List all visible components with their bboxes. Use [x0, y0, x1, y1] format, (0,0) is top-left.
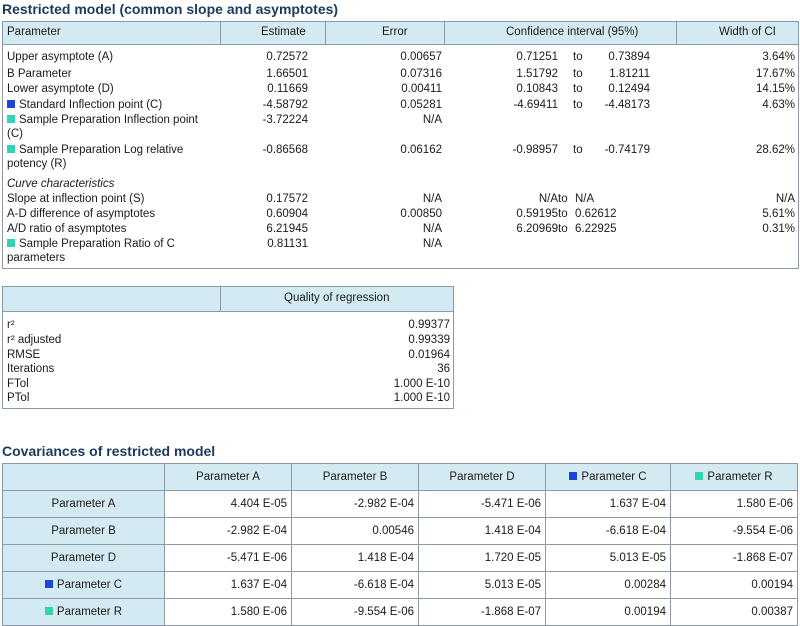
ci-high-cell: -4.48173 [604, 99, 650, 111]
column-header [546, 464, 671, 491]
covariance-cell: 5.013 E-05 [546, 545, 671, 572]
ci-low-cell: -4.69411 [513, 99, 558, 111]
covariance-cell: 4.404 E-05 [165, 491, 292, 518]
covariance-cell: 5.013 E-05 [419, 572, 546, 599]
width-cell: 5.61% [762, 208, 795, 220]
table-header [3, 287, 453, 312]
header-divider [325, 22, 326, 44]
header-divider [220, 22, 221, 44]
ci-low-cell: -0.98957 [512, 144, 558, 156]
metric-value: 36 [437, 363, 450, 375]
metric-value: 0.01964 [408, 349, 450, 361]
ci-to: to [558, 223, 568, 235]
sample-marker-icon [7, 115, 15, 123]
row-label [7, 98, 162, 112]
ci-to: to [573, 99, 583, 111]
row-label-continued: potency (R) [7, 158, 67, 170]
ci-high-cell: 6.22925 [575, 223, 617, 235]
standard-marker-icon [45, 580, 53, 588]
row-header [3, 599, 165, 626]
metric-value: 0.99339 [408, 334, 450, 346]
covariance-cell: 1.418 E-04 [419, 518, 546, 545]
table-row [3, 545, 798, 572]
width-cell: 3.64% [762, 51, 795, 63]
covariance-cell: 1.720 E-05 [419, 545, 546, 572]
estimate-cell: -4.58792 [262, 99, 308, 111]
covariance-cell: -9.554 E-06 [292, 599, 419, 626]
row-header: Parameter B [3, 518, 165, 545]
covariance-cell: 1.637 E-04 [546, 491, 671, 518]
header-quality: Quality of regression [284, 292, 390, 304]
covariance-cell: 1.418 E-04 [292, 545, 419, 572]
row-header-text: Parameter R [56, 606, 123, 618]
error-cell: 0.06162 [400, 144, 442, 156]
ci-high-cell: 0.12494 [608, 83, 650, 95]
row-header-text: Parameter C [56, 579, 123, 591]
row-label: A/D ratio of asymptotes [7, 223, 127, 235]
estimate-cell: 0.72572 [266, 51, 308, 63]
error-cell: 0.00850 [400, 208, 442, 220]
ci-high-cell: 0.62612 [575, 208, 617, 220]
restricted-model-table [2, 21, 799, 269]
header-divider [444, 22, 445, 44]
row-label-continued: parameters [7, 252, 66, 264]
metric-label: RMSE [7, 349, 41, 361]
error-cell: N/A [422, 193, 442, 205]
table-row [3, 599, 798, 626]
row-label-text: Sample Preparation Ratio of C [19, 238, 175, 250]
covariance-cell: -6.618 E-04 [292, 572, 419, 599]
table-header-row [3, 464, 798, 491]
column-header-text: Parameter C [581, 471, 647, 483]
ci-low-cell: 0.71251 [516, 51, 558, 63]
column-header [671, 464, 798, 491]
metric-value: 1.000 E-10 [393, 392, 450, 404]
row-header: Parameter A [3, 491, 165, 518]
metric-label: FTol [7, 378, 29, 390]
estimate-cell: 0.11669 [267, 83, 308, 95]
row-label: Upper asymptote (A) [7, 51, 114, 63]
header-parameter: Parameter [7, 26, 61, 38]
error-cell: 0.05281 [400, 99, 442, 111]
width-cell: N/A [775, 193, 795, 205]
error-cell: 0.00411 [401, 83, 442, 95]
sample-marker-icon [7, 239, 15, 247]
column-header-text: Parameter R [707, 471, 773, 483]
corner-cell [3, 464, 165, 491]
width-cell: 0.31% [762, 223, 795, 235]
error-cell: 0.07316 [400, 68, 442, 80]
ci-to: to [558, 193, 568, 205]
estimate-cell: 1.66501 [266, 68, 308, 80]
ci-to: to [573, 51, 583, 63]
error-cell: N/A [422, 114, 442, 126]
covariance-cell: -1.868 E-07 [419, 599, 546, 626]
column-header: Parameter B [292, 464, 419, 491]
row-header: Parameter D [3, 545, 165, 572]
standard-marker-icon [569, 472, 577, 480]
covariance-cell: -2.982 E-04 [165, 518, 292, 545]
row-label-text: Sample Preparation Log relative [19, 144, 184, 156]
estimate-cell: 0.60904 [266, 208, 308, 220]
covariance-cell: 0.00194 [671, 572, 798, 599]
row-label: Slope at inflection point (S) [7, 193, 145, 205]
metric-label: r² adjusted [7, 334, 62, 346]
width-cell: 4.63% [762, 99, 795, 111]
error-cell: N/A [422, 238, 442, 250]
covariance-cell: -5.471 E-06 [419, 491, 546, 518]
row-label: A-D difference of asymptotes [7, 208, 156, 220]
covariance-cell: 0.00546 [292, 518, 419, 545]
estimate-cell: 6.21945 [266, 223, 308, 235]
covariance-cell: -6.618 E-04 [546, 518, 671, 545]
covariances-table [2, 463, 798, 626]
table-row [3, 518, 798, 545]
estimate-cell: 0.17572 [266, 193, 308, 205]
width-cell: 28.62% [755, 144, 795, 156]
covariance-cell: 1.637 E-04 [165, 572, 292, 599]
covariance-cell: -5.471 E-06 [165, 545, 292, 572]
table-row [3, 491, 798, 518]
ci-to: to [558, 208, 568, 220]
metric-value: 0.99377 [408, 319, 450, 331]
ci-high-cell: N/A [575, 193, 595, 205]
header-error: Error [382, 26, 408, 38]
covariance-cell: -2.982 E-04 [292, 491, 419, 518]
column-header: Parameter D [419, 464, 546, 491]
row-label-text: Sample Preparation Inflection point [19, 114, 198, 126]
metric-label: r² [7, 319, 15, 331]
ci-to: to [573, 144, 583, 156]
covariance-cell: 0.00194 [546, 599, 671, 626]
covariance-cell: 0.00387 [671, 599, 798, 626]
row-label [7, 113, 198, 127]
row-label [7, 143, 183, 157]
error-cell: N/A [422, 223, 442, 235]
estimate-cell: -0.86568 [262, 144, 308, 156]
column-header: Parameter A [165, 464, 292, 491]
header-divider [220, 287, 221, 311]
row-label: Lower asymptote (D) [7, 83, 114, 95]
ci-low-cell: 6.20969 [516, 223, 558, 235]
ci-high-cell: 0.73894 [608, 51, 650, 63]
metric-label: Iterations [7, 363, 55, 375]
row-label: B Parameter [7, 68, 72, 80]
restricted-model-title: Restricted model (common slope and asymptotes) [2, 1, 339, 17]
header-confidence-interval: Confidence interval (95%) [506, 26, 639, 38]
standard-marker-icon [7, 100, 15, 108]
covariances-title: Covariances of restricted model [2, 443, 216, 459]
estimate-cell: 0.81131 [267, 238, 308, 250]
row-label [7, 237, 175, 251]
curve-characteristics-heading: Curve characteristics [7, 178, 115, 190]
ci-high-cell: -0.74179 [604, 144, 650, 156]
covariance-cell: 0.00284 [546, 572, 671, 599]
covariance-cell: 1.580 E-06 [165, 599, 292, 626]
ci-to: to [573, 68, 583, 80]
sample-marker-icon [7, 145, 15, 153]
ci-high-cell: 1.81211 [609, 68, 650, 80]
metric-label: PTol [7, 392, 30, 404]
error-cell: 0.00657 [400, 51, 442, 63]
table-header [3, 22, 798, 45]
width-cell: 14.15% [755, 83, 795, 95]
covariance-cell: 1.580 E-06 [671, 491, 798, 518]
covariance-cell: -9.554 E-06 [671, 518, 798, 545]
header-estimate: Estimate [261, 26, 306, 38]
row-header [3, 572, 165, 599]
header-width-of-ci: Width of CI [719, 26, 776, 38]
header-divider [676, 22, 677, 44]
table-row [3, 572, 798, 599]
width-cell: 17.67% [755, 68, 795, 80]
ci-low-cell: 1.51792 [516, 68, 558, 80]
sample-marker-icon [695, 472, 703, 480]
ci-to: to [573, 83, 583, 95]
estimate-cell: -3.72224 [262, 114, 308, 126]
ci-low-cell: 0.59195 [516, 208, 558, 220]
metric-value: 1.000 E-10 [393, 378, 450, 390]
quality-of-regression-table [2, 286, 454, 409]
ci-low-cell: 0.10843 [516, 83, 558, 95]
row-label-text: Standard Inflection point (C) [19, 99, 163, 111]
row-label-continued: (C) [7, 128, 23, 140]
covariance-cell: -1.868 E-07 [671, 545, 798, 572]
ci-low-cell: N/A [538, 193, 558, 205]
